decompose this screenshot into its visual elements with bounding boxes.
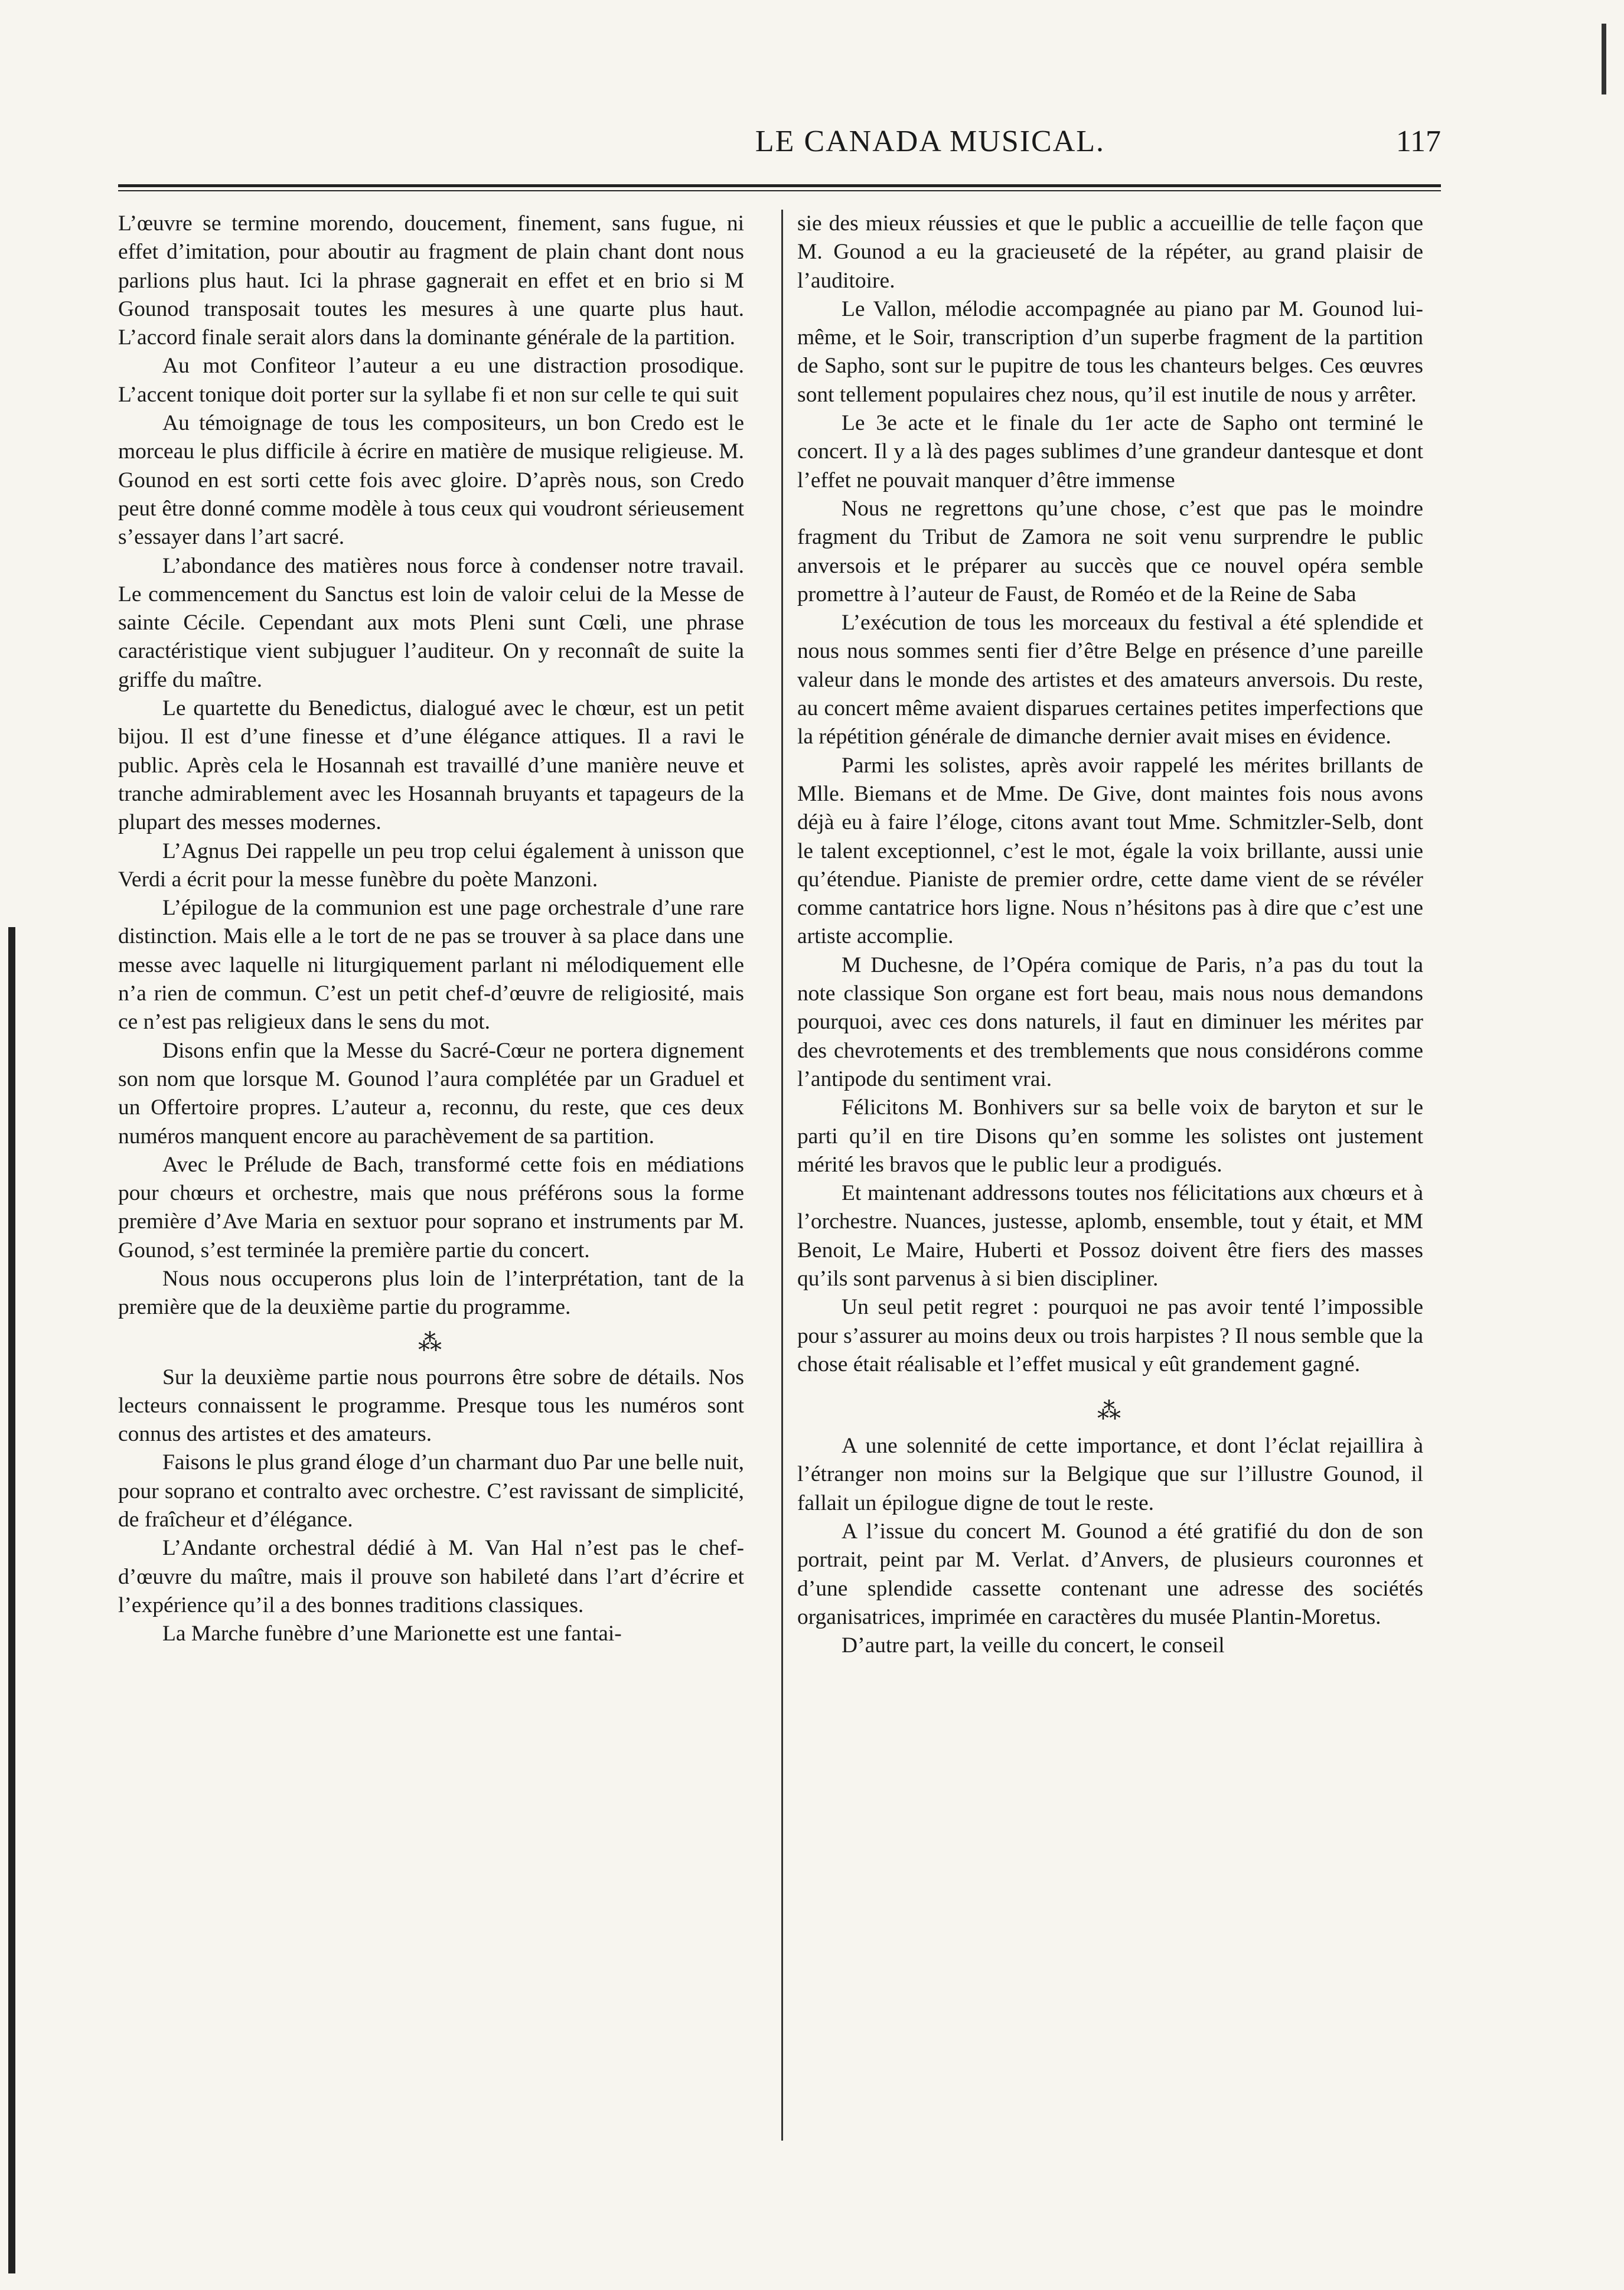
scan-edge-mark bbox=[1602, 24, 1606, 94]
paragraph: L’œuvre se termine morendo, doucement, finement, sans fugue, ni effet d’imitation, pour aboutir au fragment de plain chant dont nous parlions plus haut. Ici la phrase gagnerait en effet et en brio si M Gounod transposait toutes les mesures à une quarte plus haut. L’accord finale serait alors dans la dominante générale de la partition. bbox=[118, 211, 744, 350]
paragraph: Et maintenant addressons toutes nos félicitations aux chœurs et à l’orchestre. Nuances, justesse, aplomb, ensemble, tout y était, et MM Benoit, Le Maire, Huberti et Possoz doivent être fiers des masses qu’ils sont parvenus à si bien discipliner. bbox=[797, 1181, 1423, 1291]
paragraph: L’Agnus Dei rappelle un peu trop celui également à unisson que Verdi a écrit pour la messe funèbre du poète Manzoni. bbox=[118, 839, 744, 892]
paragraph: Nous nous occuperons plus loin de l’interprétation, tant de la première que de la deuxième partie du programme. bbox=[118, 1266, 744, 1320]
section-asterism: ⁂ bbox=[418, 1329, 444, 1356]
paragraph: La Marche funèbre d’une Marionette est une fantai- bbox=[162, 1622, 622, 1646]
section-asterism: ⁂ bbox=[1097, 1398, 1123, 1425]
paragraph: Félicitons M. Bonhivers sur sa belle voix de baryton et sur le parti qu’il en tire Disons qu’en somme les solistes ont justement mérité les bravos que le public leur a prodigués. bbox=[797, 1095, 1423, 1177]
paragraph: Le quartette du Benedictus, dialogué avec le chœur, est un petit bijou. Il est d’une finesse et d’une élégance attiques. Il a ravi le public. Après cela le Hosannah est travaillé d’une manière neuve et tranche admirablement avec les Hosannah bruyants et tapageurs de la plupart des messes modernes. bbox=[118, 696, 744, 835]
paragraph: Sur la deuxième partie nous pourrons être sobre de détails. Nos lecteurs connaissent le programme. Presque tous les numéros sont connus des artistes et des amateurs. bbox=[118, 1365, 744, 1447]
paragraph: Au mot Confiteor l’auteur a eu une distraction prosodique. L’accent tonique doit porter sur la syllabe fi et non sur celle te qui suit bbox=[118, 354, 744, 407]
paragraph: Parmi les solistes, après avoir rappelé les mérites brillants de Mlle. Biemans et de Mme. De Give, dont maintes fois nous avons déjà eu à faire l’éloge, citons avant tout Mme. Schmitzler-Selb, dont le talent exceptionnel, c’est le mot, égale la voix brillante, aussi unie qu’étendue. Pianiste de premier ordre, cette dame vient de se révéler comme cantatrice hors ligne. Nous n’hésitons pas à dire que c’est une artiste accomplie. bbox=[797, 753, 1423, 949]
paragraph: D’autre part, la veille du concert, le conseil bbox=[842, 1633, 1225, 1658]
paragraph: sie des mieux réussies et que le public a accueillie de telle façon que M. Gounod a eu la gracieuseté de la répéter, au grand plaisir de l’auditoire. bbox=[797, 211, 1423, 293]
column-divider bbox=[781, 210, 783, 2141]
journal-title: LE CANADA MUSICAL. bbox=[755, 125, 1106, 158]
scan-edge-shadow bbox=[8, 927, 15, 2273]
paragraph: L’épilogue de la communion est une page orchestrale d’une rare distinction. Mais elle a le tort de ne pas se trouver à sa place dans une messe avec laquelle ni liturgiquement parlant ni mélodiquement elle n’a rien de commun. C’est un petit chef-d’œuvre de religiosité, mais ce n’est pas religieux dans le sens du mot. bbox=[118, 896, 744, 1035]
paragraph: Disons enfin que la Messe du Sacré-Cœur ne portera dignement son nom que lorsque M. Gounod l’aura complétée par un Graduel et un Offertoire propres. L’auteur a, reconnu, du reste, que ces deux numéros manquent encore au parachèvement de sa partition. bbox=[118, 1038, 744, 1149]
paragraph: Un seul petit regret : pourquoi ne pas avoir tenté l’impossible pour s’assurer au moins deux ou trois harpistes ? Il nous semble que la chose était réalisable et l’effet musical y eût grandement gagné. bbox=[797, 1295, 1423, 1376]
paragraph: Le Vallon, mélodie accompagnée au piano par M. Gounod lui-même, et le Soir, transcription d’un superbe fragment de la partition de Sapho, sont sur le pupitre de tous les chanteurs belges. Ces œuvres sont tellement populaires chez nous, qu’il est inutile de nous y arrêter. bbox=[797, 296, 1423, 407]
page-number: 117 bbox=[1395, 125, 1441, 158]
paragraph: A l’issue du concert M. Gounod a été gratifié du don de son portrait, peint par M. Verlat. d’Anvers, de plusieurs couronnes et d’une splendide cassette contenant une adresse des sociétés organisatrices, imprimée en caractères du musée Plantin-Moretus. bbox=[797, 1519, 1423, 1629]
left-column bbox=[118, 210, 744, 1649]
header-rule bbox=[118, 184, 1441, 191]
paragraph: L’Andante orchestral dédié à M. Van Hal n’est pas le chef-d’œuvre du maître, mais il prouve son habileté dans l’art d’écrire et l’expérience qu’il a des bonnes traditions classiques. bbox=[118, 1536, 744, 1617]
paragraph: L’exécution de tous les morceaux du festival a été splendide et nous nous sommes senti fier d’être Belge en présence d’une pareille valeur dans le monde des artistes et des amateurs anversois. Du reste, au concert même avaient disparues certaines petites imperfections que la répétition générale de dimanche dernier avait mises en évidence. bbox=[797, 611, 1423, 749]
paragraph: Le 3e acte et le finale du 1er acte de Sapho ont terminé le concert. Il y a là des pages sublimes d’une grandeur dantesque et dont l’effet ne pouvait manquer d’être immense bbox=[797, 411, 1423, 492]
paragraph: A une solennité de cette importance, et dont l’éclat rejaillira à l’étranger non moins sur la Belgique que sur l’illustre Gounod, il fallait un épilogue digne de tout le reste. bbox=[797, 1434, 1423, 1515]
paragraph: L’abondance des matières nous force à condenser notre travail. Le commencement du Sanctus est loin de valoir celui de la Messe de sainte Cécile. Cependant aux mots Pleni sunt Cœli, une phrase caractéristique vient subjuguer l’auditeur. On y reconnaît de suite la griffe du maître. bbox=[118, 553, 744, 692]
paragraph: Faisons le plus grand éloge d’un charmant duo Par une belle nuit, pour soprano et contralto avec orchestre. C’est ravissant de simplicité, de fraîcheur et d’élégance. bbox=[118, 1450, 744, 1532]
paragraph: Avec le Prélude de Bach, transformé cette fois en médiations pour chœurs et orchestre, mais que nous préférons sous la forme première d’Ave Maria en sextuor pour soprano et instruments par M. Gounod, s’est terminée la première partie du concert. bbox=[118, 1152, 744, 1263]
paragraph: Nous ne regrettons qu’une chose, c’est que pas le moindre fragment du Tribut de Zamora ne soit venu surprendre le public anversois et le préparer au succès que ce nouvel opéra semble promettre à l’auteur de Faust, de Roméo et de la Reine de Saba bbox=[797, 496, 1423, 606]
running-head bbox=[118, 124, 1441, 171]
paragraph: Au témoignage de tous les compositeurs, un bon Credo est le morceau le plus difficile à écrire en matière de musique religieuse. M. Gounod en est sorti cette fois avec gloire. D’après nous, son Credo peut être donné comme modèle à tous ceux qui voudront sérieusement s’essayer dans l’art sacré. bbox=[118, 411, 744, 550]
right-column bbox=[797, 210, 1423, 1661]
paragraph: M Duchesne, de l’Opéra comique de Paris, n’a pas du tout la note classique Son organe est fort beau, mais nous nous demandons pourquoi, avec ces dons naturels, il faut en diminuer les mérites par des chevrotements et des tremblements que nous considérons comme l’antipode du sentiment vrai. bbox=[797, 952, 1423, 1091]
